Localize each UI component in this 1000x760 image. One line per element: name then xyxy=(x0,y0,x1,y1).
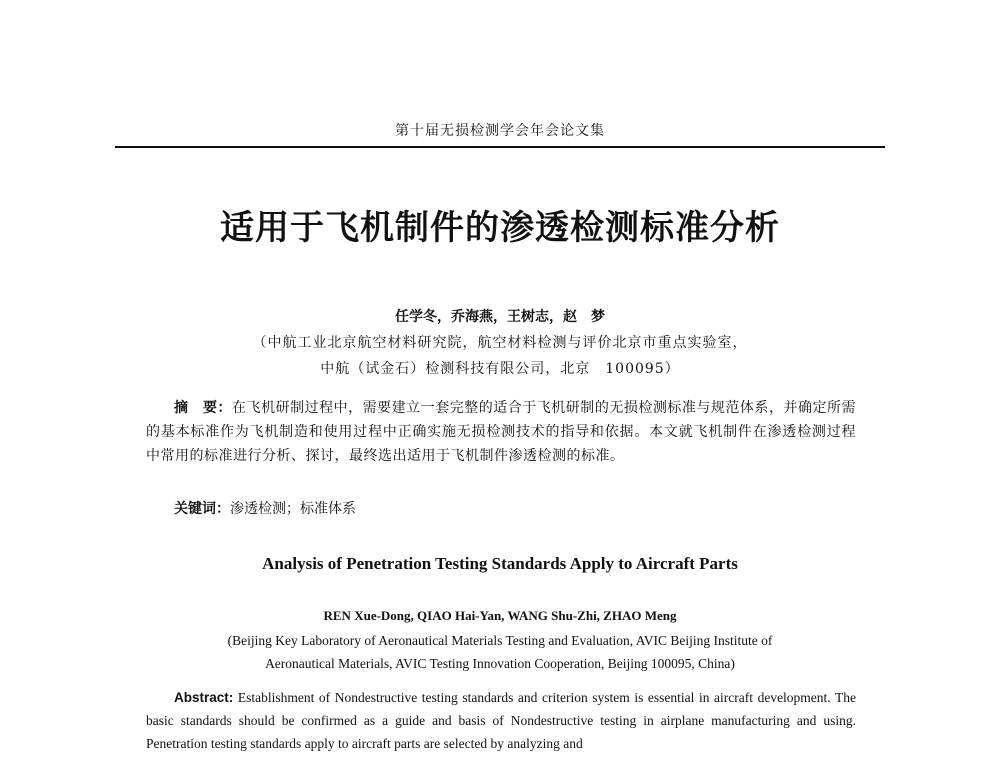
chinese-abstract-text: 在飞机研制过程中，需要建立一套完整的适合于飞机研制的无损检测标准与规范体系，并确定所需的基本标准作为飞机制造和使用过程中正确实施无损检测技术的指导和依据。本文就飞机制件在渗透检测过程中常用的标准进行分析、探讨，最终选出适用于飞机制件渗透检测的标准。 xyxy=(146,400,857,464)
chinese-abstract xyxy=(146,396,856,468)
chinese-authors: 任学冬，乔海燕，王树志，赵 梦 xyxy=(395,309,605,325)
english-abstract-text: Establishment of Nondestructive testing standards and criterion system is essential in aircraft development. The basic standards should be confirmed as a guide and basis of Nondestructive testing in airplane manufacturing and using. Penetration testing standards apply to aircraft parts are selected by analyzing and xyxy=(146,690,856,751)
english-authors: REN Xue-Dong, QIAO Hai-Yan, WANG Shu-Zhi, ZHAO Meng xyxy=(323,608,677,623)
chinese-affiliation-line-1: （中航工业北京航空材料研究院，航空材料检测与评价北京市重点实验室， xyxy=(252,335,748,351)
english-title: Analysis of Penetration Testing Standards Apply to Aircraft Parts xyxy=(262,554,738,573)
english-abstract xyxy=(146,686,856,755)
chinese-title: 适用于飞机制件的渗透检测标准分析 xyxy=(220,208,780,248)
header-rule xyxy=(115,146,885,148)
english-abstract-label: Abstract: xyxy=(174,690,234,705)
chinese-abstract-label: 摘 要： xyxy=(174,400,233,416)
english-affiliation-line-2: Aeronautical Materials, AVIC Testing Innovation Cooperation, Beijing 100095, China) xyxy=(265,656,735,671)
chinese-keywords-text: 渗透检测；标准体系 xyxy=(230,501,356,517)
chinese-affiliation-line-2: 中航（试金石）检测科技有限公司，北京 100095） xyxy=(320,361,680,377)
english-affiliation-line-1: (Beijing Key Laboratory of Aeronautical Materials Testing and Evaluation, AVIC Beijing Institute of xyxy=(227,633,773,648)
chinese-keywords-label: 关键词： xyxy=(174,501,230,517)
running-header: 第十届无损检测学会年会论文集 xyxy=(395,123,605,139)
chinese-keywords xyxy=(174,498,356,518)
